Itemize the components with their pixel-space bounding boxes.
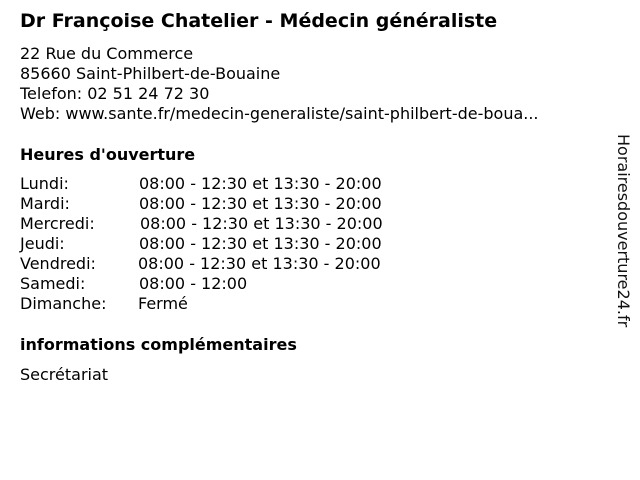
- day-label: Samedi:: [20, 274, 86, 293]
- watermark: [612, 134, 634, 374]
- day-label: Jeudi:: [20, 234, 65, 253]
- time-value: 08:00 - 12:30 et 13:30 - 20:00: [139, 234, 382, 253]
- phone-number: Telefon: 02 51 24 72 30: [20, 84, 210, 103]
- day-label: Mercredi:: [20, 214, 95, 233]
- website-link[interactable]: Web: www.sante.fr/medecin-generaliste/saint-philbert-de-boua...: [20, 104, 539, 123]
- time-value: 08:00 - 12:00: [139, 274, 248, 293]
- time-value: 08:00 - 12:30 et 13:30 - 20:00: [139, 174, 382, 193]
- page-title: Dr Françoise Chatelier - Médecin généraliste: [20, 10, 498, 32]
- additional-info-text: Secrétariat: [20, 365, 109, 384]
- additional-info-heading: informations complémentaires: [20, 335, 297, 354]
- day-label: Vendredi:: [20, 254, 96, 273]
- watermark-text: Horairesdouverture24.fr: [614, 134, 633, 328]
- time-value: Fermé: [138, 294, 188, 313]
- time-value: 08:00 - 12:30 et 13:30 - 20:00: [138, 254, 381, 273]
- address-city: 85660 Saint-Philbert-de-Bouaine: [20, 64, 281, 83]
- address-street: 22 Rue du Commerce: [20, 44, 194, 63]
- day-label: Dimanche:: [20, 294, 107, 313]
- time-value: 08:00 - 12:30 et 13:30 - 20:00: [139, 194, 382, 213]
- day-label: Mardi:: [20, 194, 70, 213]
- time-value: 08:00 - 12:30 et 13:30 - 20:00: [140, 214, 383, 233]
- day-label: Lundi:: [20, 174, 69, 193]
- opening-hours-heading: Heures d'ouverture: [20, 145, 196, 164]
